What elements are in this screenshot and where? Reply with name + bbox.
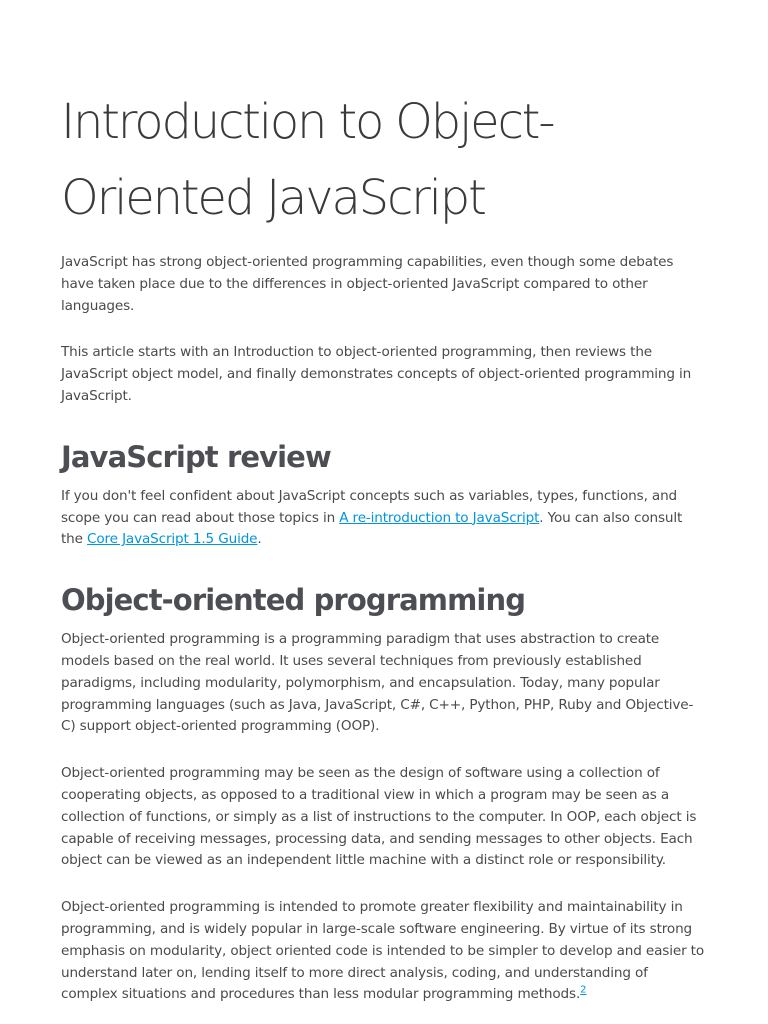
core-guide-link[interactable]: Core JavaScript 1.5 Guide [87,531,258,548]
review-text-2: . You can also consult the [61,509,683,548]
section-heading-oop: Object-oriented programming [61,583,526,618]
section-heading-javascript-review: JavaScript review [61,439,331,474]
oop-paragraph-1: Object-oriented programming is a programming paradigm that uses abstraction to create models based on the real world. It uses several techniques from previously established paradigms, including modularity, polymorphism, and encapsulation. Today, many popular programming languages (such as Java, JavaScript, C#, C++, Python, PHP, Ruby and Objective-C) support object-oriented programming (OOP). [61,631,694,735]
oop-paragraph-2: Object-oriented programming may be seen as the design of software using a collection of cooperating objects, as opposed to a traditional view in which a program may be seen as a collection of functions, or simply as a list of instructions to the computer. In OOP, each object is capable of receiving messages, processing data, and sending messages to other objects. Each object can be viewed as an independent little machine with a distinct role or responsibility. [61,765,697,869]
oop-paragraph-3-text: Object-oriented programming is intended to promote greater flexibility and maintainability in programming, and is widely popular in large-scale software engineering. By virtue of its strong emphasis on modularity, object oriented code is intended to be simpler to develop and easier to understand later on, lending itself to more direct analysis, coding, and understanding of complex situations and procedures than less modular programming methods. [61,899,705,1003]
footnote-marker [580,985,586,996]
review-text-3: . [257,531,262,548]
footnote-link[interactable]: 2 [580,984,587,996]
oop-paragraph-3 [61,897,706,1006]
review-paragraph [61,486,706,551]
reintroduction-link[interactable]: A re-introduction to JavaScript [339,509,540,526]
page-title: Introduction to Object-Oriented JavaScript [61,94,554,226]
intro-paragraph-1: JavaScript has strong object-oriented programming capabilities, even though some debates have taken place due to the differences in object-oriented JavaScript compared to other languages. [61,254,674,314]
intro-paragraph-2: This article starts with an Introduction to object-oriented programming, then reviews the JavaScript object model, and finally demonstrates concepts of object-oriented programming in JavaScript. [61,344,692,404]
review-text-1: If you don't feel confident about JavaScript concepts such as variables, types, functions, and scope you can read about those topics in [61,487,678,526]
